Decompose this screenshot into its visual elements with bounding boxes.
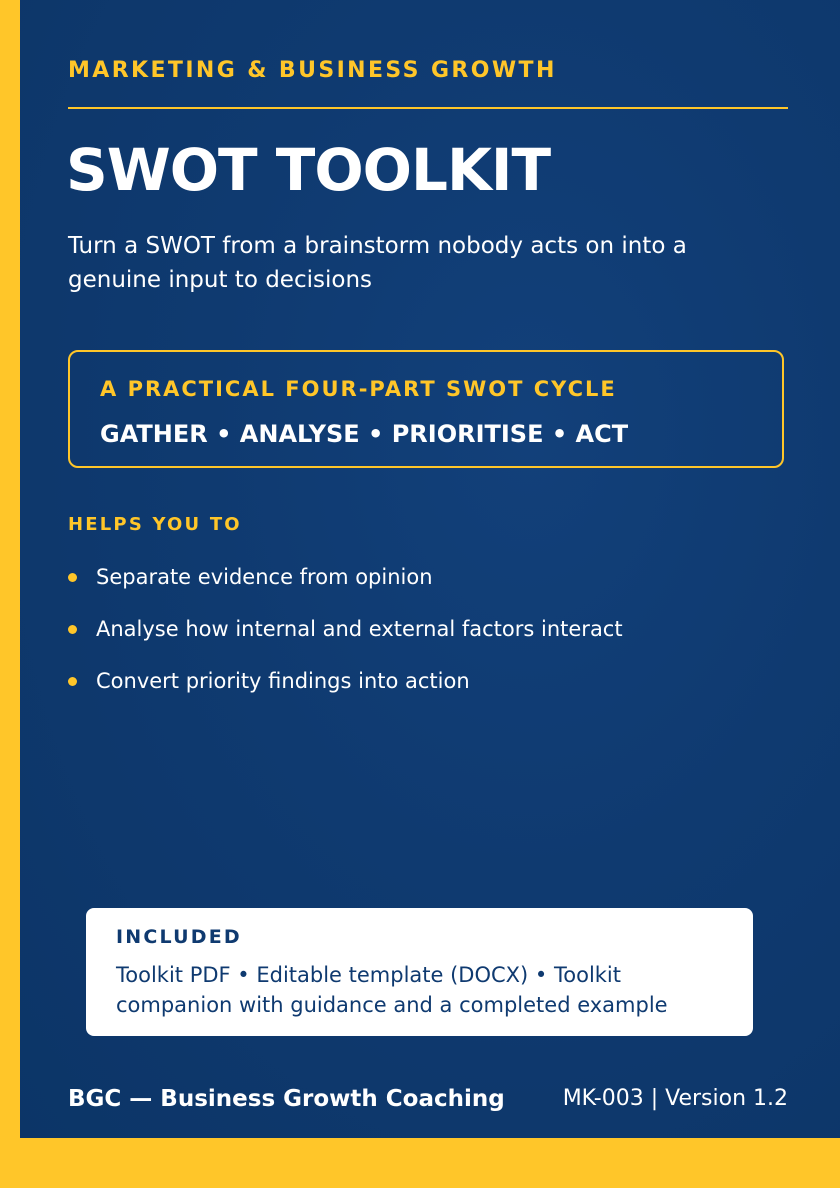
benefit-text: Convert priority findings into action [96,669,470,693]
cycle-steps: GATHER • ANALYSE • PRIORITISE • ACT [100,420,629,448]
bullet-icon [68,677,77,686]
page-title: SWOT TOOLKIT [66,136,551,204]
included-label: INCLUDED [116,926,242,948]
bullet-icon [68,573,77,582]
document-reference: MK-003 | Version 1.2 [562,1086,788,1111]
header-divider [68,107,788,109]
benefits-heading: HELPS YOU TO [68,514,242,535]
subtitle: Turn a SWOT from a brainstorm nobody acts on into a genuine input to decisions [68,233,687,293]
included-text: Toolkit PDF • Editable template (DOCX) • Toolkit companion with guidance and a completed example [116,963,668,1017]
cycle-callout [68,350,784,468]
category-label: MARKETING & BUSINESS GROWTH [68,58,557,83]
cycle-label: A PRACTICAL FOUR-PART SWOT CYCLE [100,377,617,401]
cover-panel [20,0,840,1138]
benefit-text: Separate evidence from opinion [96,565,433,589]
included-card [86,908,753,1036]
bullet-icon [68,625,77,634]
benefit-text: Analyse how internal and external factors interact [96,617,623,641]
brand-name: BGC — Business Growth Coaching [68,1086,505,1112]
